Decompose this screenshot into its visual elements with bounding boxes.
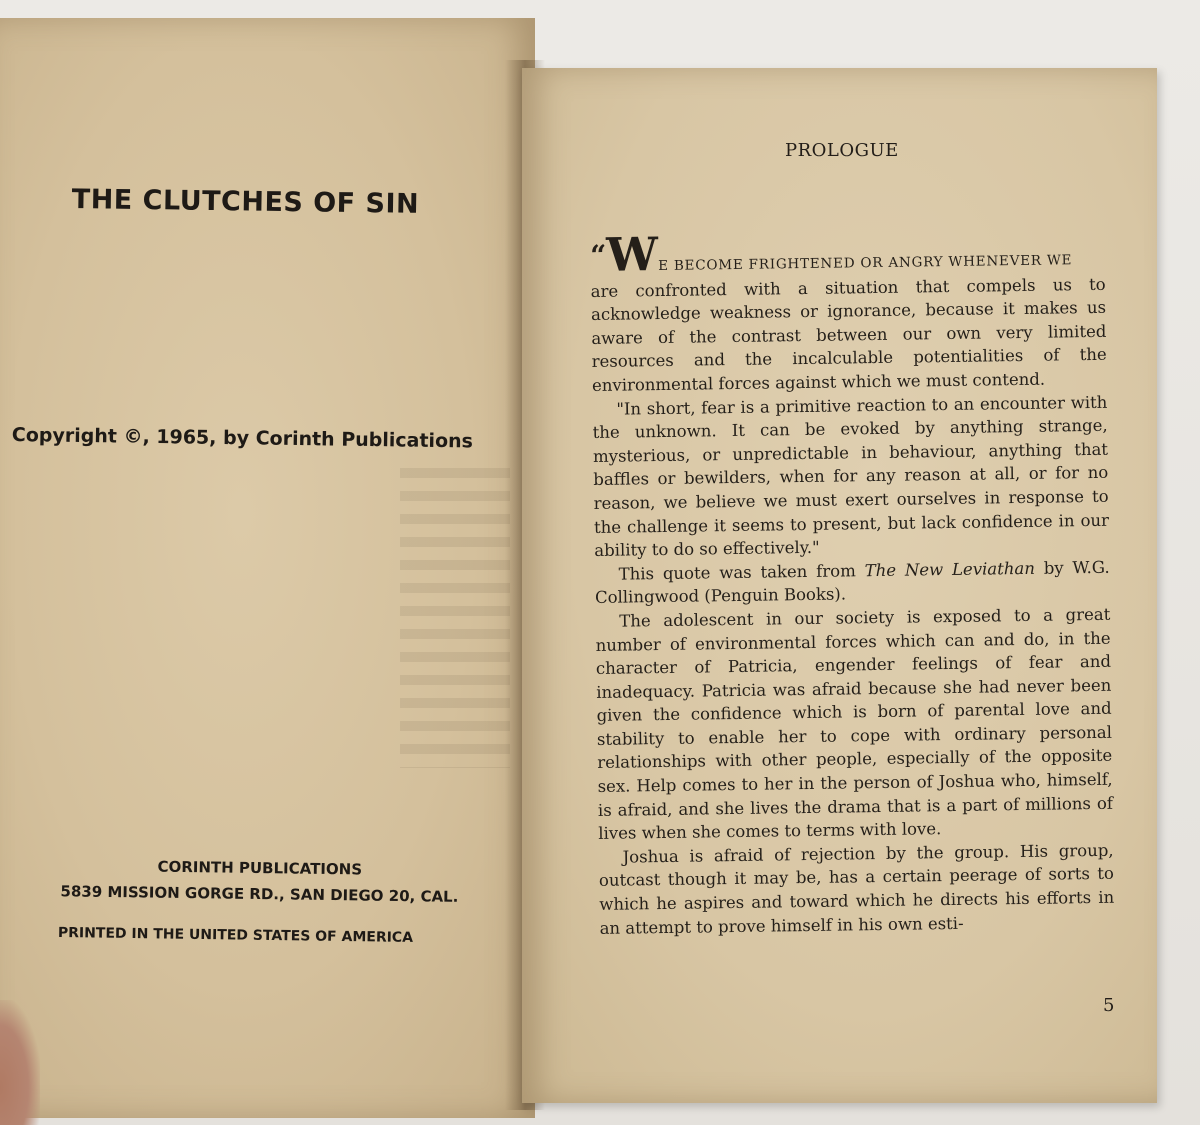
- publisher-block: [39, 852, 480, 910]
- book-title: THE CLUTCHES OF SIN: [71, 184, 420, 220]
- publisher-address: 5839 MISSION GORGE RD., SAN DIEGO 20, CAL.: [60, 882, 459, 906]
- paragraph-3-before: This quote was taken from: [618, 560, 865, 584]
- page-number: 5: [1103, 995, 1115, 1016]
- thumb: [0, 1000, 40, 1125]
- paragraph-2: "In short, fear is a primitive reaction to an encounter with the unknown. It can be evoked by anything strange, mysterious, or unpredictable in behaviour, anything that baffles or bewilders, when for any reason at all, or for no reason, we believe we must exert ourselves in response to the challenge it seems to present, but lack confidence in our ability to do so effectively.": [592, 392, 1110, 561]
- first-line-smallcaps: E BECOME FRIGHTENED OR ANGRY WHENEVER WE: [658, 252, 1073, 275]
- paragraph-3-after: by W.G. Collingwood (Penguin Books).: [594, 557, 1110, 608]
- book-reference: The New Leviathan: [864, 558, 1036, 580]
- copyright-notice: Copyright ©, 1965, by Corinth Publications: [11, 424, 474, 453]
- drop-cap: W: [605, 227, 659, 282]
- paragraph-4: The adolescent in our society is exposed to a great number of environmental forces which can and do, in the character of Patricia, engender feelings of fear and inadequacy. Patricia was afraid because she had never been given the confidence which is born of parental love and stability to enable her to cope with ordinary personal relationships with other people, especially of the opposite sex. Help comes to her in the person of Joshua who, himself, is afraid, and she lives the drama that is a part of millions of lives when she comes to terms with love.: [595, 604, 1114, 844]
- show-through-text: [400, 468, 510, 768]
- printed-in-notice: PRINTED IN THE UNITED STATES OF AMERICA: [57, 925, 414, 946]
- prologue-heading: PROLOGUE: [785, 140, 899, 161]
- opening-quote: “: [589, 238, 607, 272]
- paragraph-3: [595, 555, 1111, 609]
- paragraph-1-rest: are confronted with a situation that compels us to acknowledge weakness or ignorance, because it makes us aware of the contrast between our own very limited resources and the incalculable potentialities of the environmental forces against which we must contend.: [590, 274, 1107, 395]
- paragraph-5: Joshua is afraid of rejection by the group. His group, outcast though it may be, has a certain peerage of sorts to which he aspires and toward which he directs his efforts in an attempt to prove himself in his own esti-: [598, 840, 1115, 938]
- paragraph-1: [589, 227, 1107, 398]
- left-page: [0, 18, 535, 1118]
- publisher-name: CORINTH PUBLICATIONS: [157, 857, 363, 879]
- prologue-text: [589, 227, 1115, 940]
